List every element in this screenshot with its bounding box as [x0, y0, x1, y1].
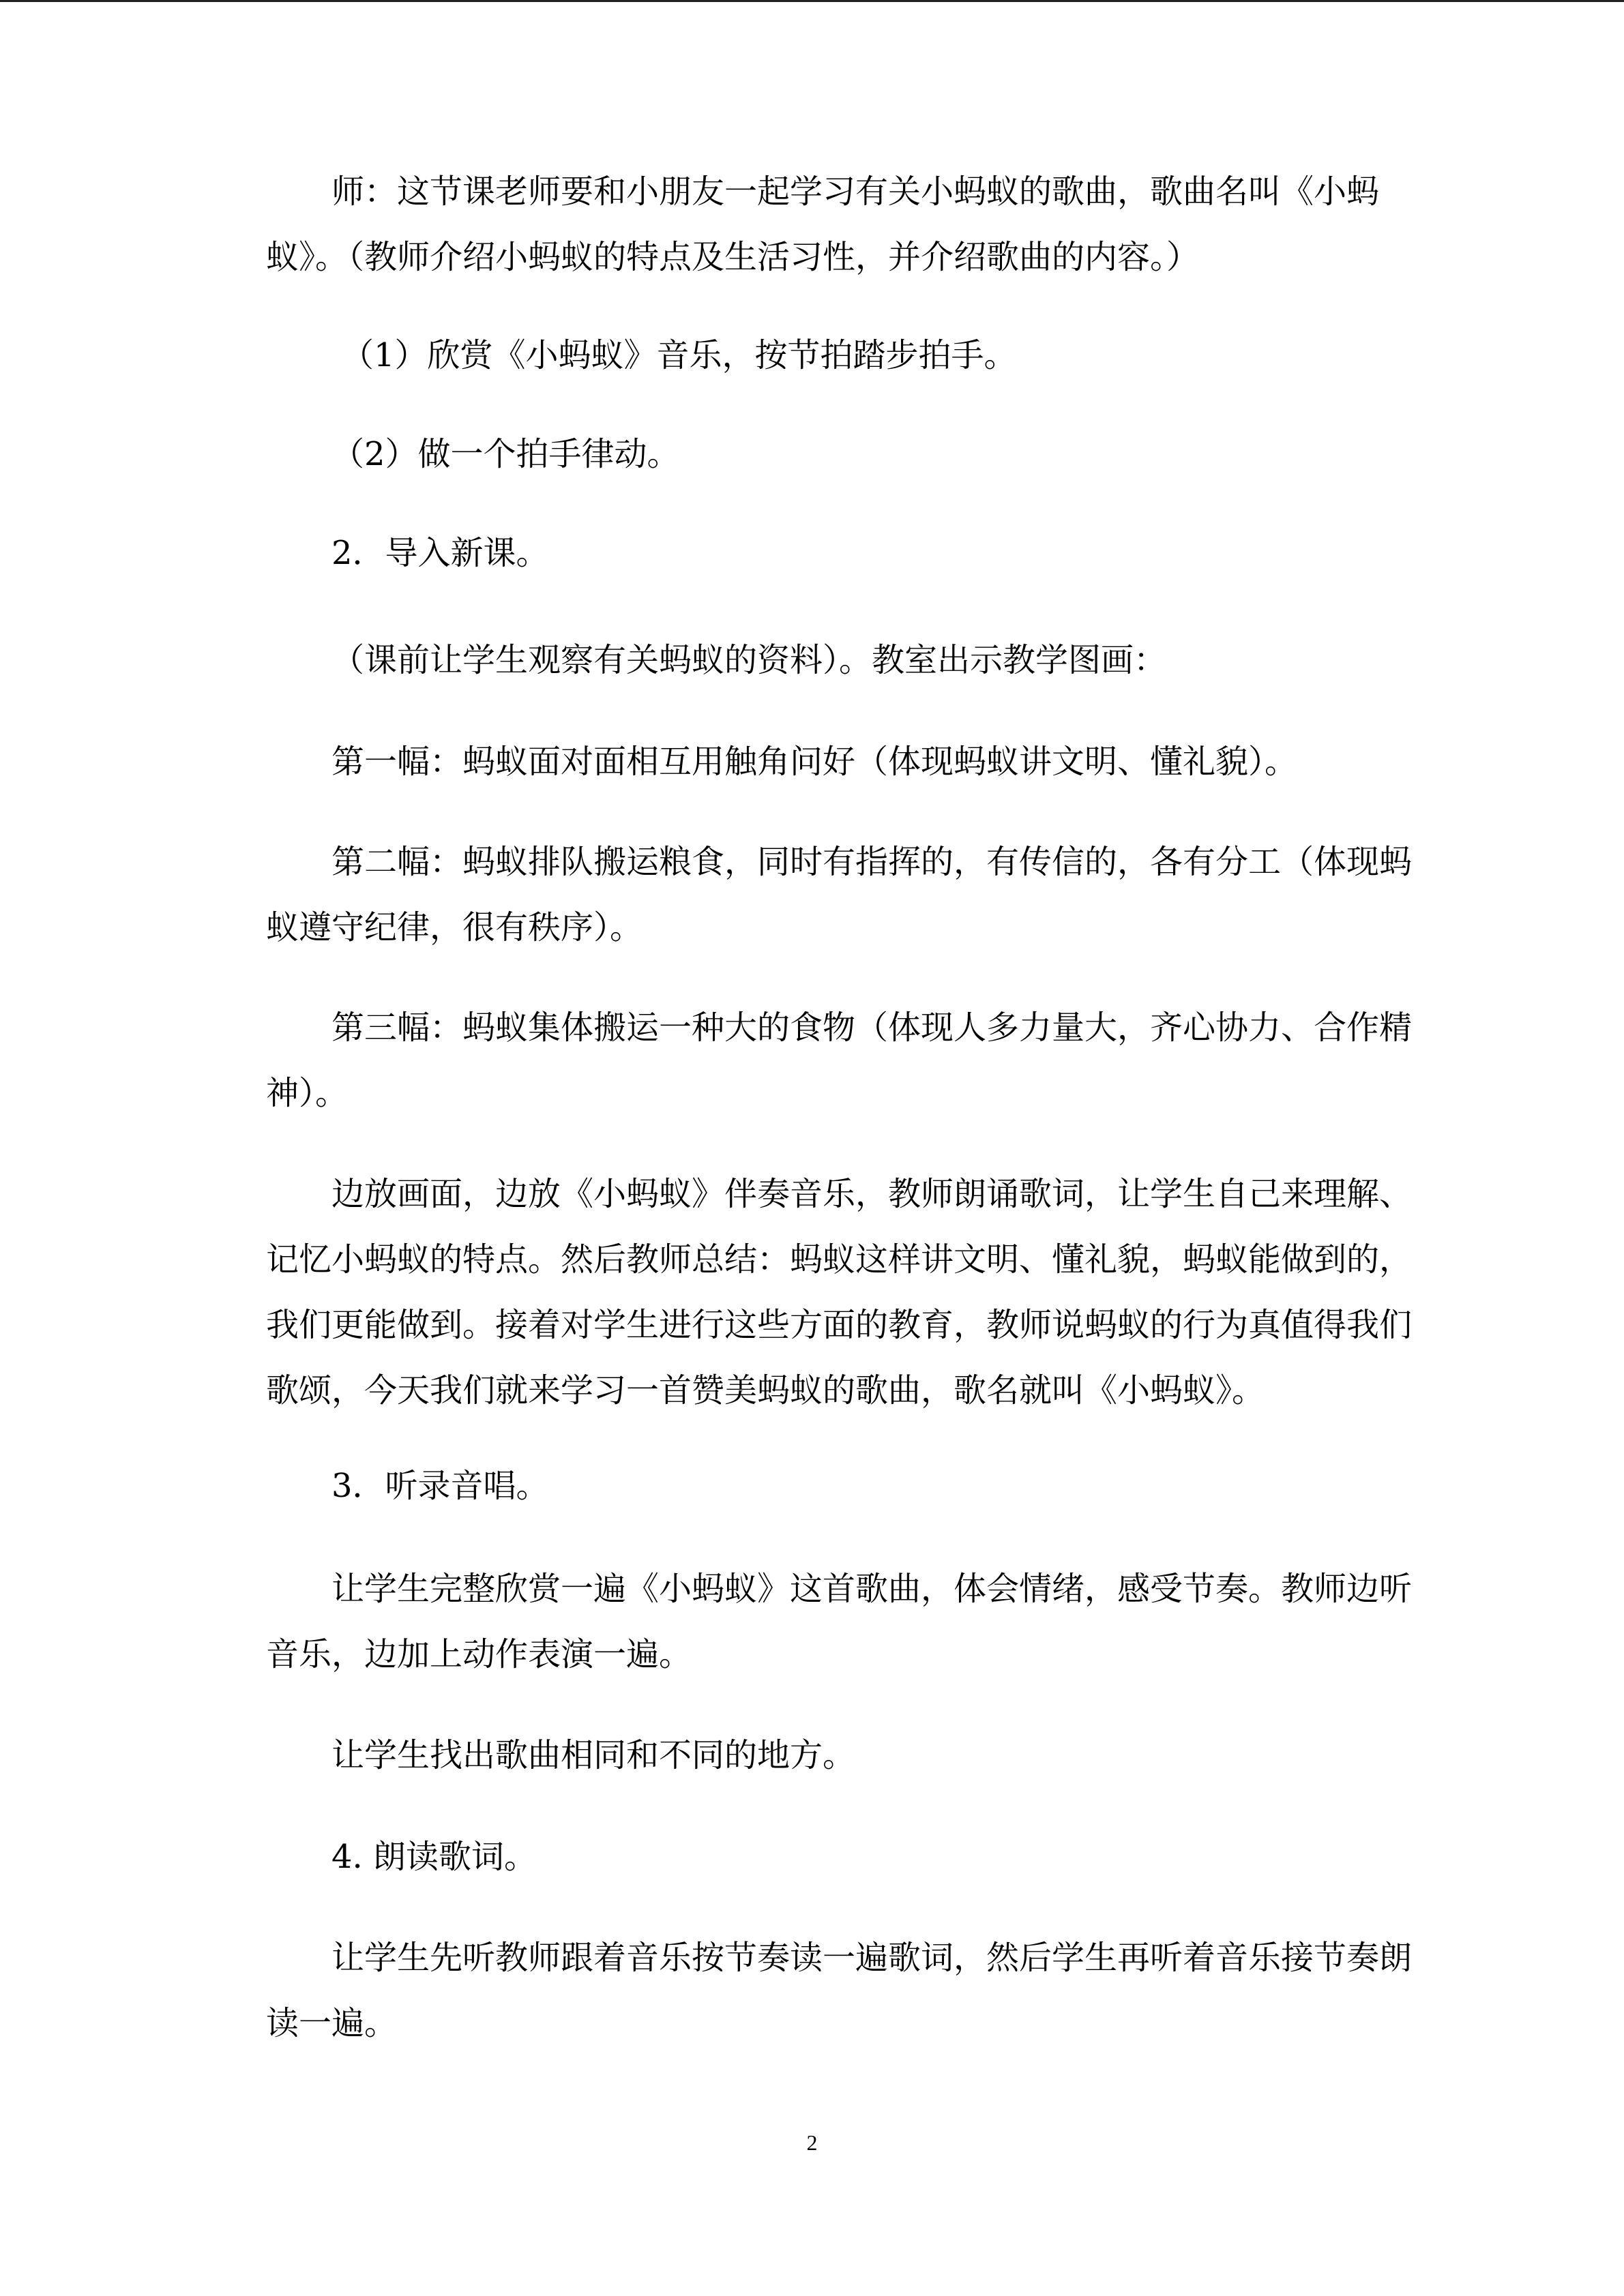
paragraph-picture-two: 第二幅：蚂蚁排队搬运粮食，同时有指挥的，有传信的，各有分工（体现蚂蚁遵守纪律，很有秩序）。 [266, 843, 1413, 946]
heading-import-new-lesson: 2．导入新课。 [331, 534, 549, 572]
paragraph-find-differences: 让学生找出歌曲相同和不同的地方。 [331, 1736, 856, 1774]
paragraph-picture-one: 第一幅：蚂蚁面对面相互用触角问好（体现蚂蚁讲文明、懂礼貌）。 [331, 743, 1298, 781]
paragraph-picture-three: 第三幅：蚂蚁集体搬运一种大的食物（体现人多力量大，齐心协力、合作精神）。 [266, 1009, 1413, 1112]
heading-listen-and-sing: 3．听录音唱。 [331, 1467, 549, 1505]
paragraph-step-2-rhythm: （2）做一个拍手律动。 [331, 435, 680, 473]
document-page [266, 0, 1419, 2296]
paragraph-step-1-appreciate: （1）欣赏《小蚂蚁》音乐，按节拍踏步拍手。 [341, 336, 1017, 374]
paragraph-full-listening: 让学生完整欣赏一遍《小蚂蚁》这首歌曲，体会情绪，感受节奏。教师边听音乐，边加上动作表演一遍。 [266, 1570, 1413, 1673]
paragraph-read-along: 让学生先听教师跟着音乐按节奏读一遍歌词，然后学生再听着音乐接节奏朗读一遍。 [266, 1939, 1413, 2042]
heading-read-lyrics: 4. 朗读歌词。 [331, 1838, 537, 1876]
page-number: 2 [806, 2130, 818, 2155]
paragraph-teacher-intro: 师：这节课老师要和小朋友一起学习有关小蚂蚁的歌曲，歌曲名叫《小蚂蚁》。（教师介绍小蚂蚁的特点及生活习性，并介绍歌曲的内容。） [266, 173, 1380, 276]
paragraph-pre-class-observation: （课前让学生观察有关蚂蚁的资料）。教室出示教学图画： [331, 641, 1167, 679]
paragraph-summary: 边放画面，边放《小蚂蚁》伴奏音乐，教师朗诵歌词，让学生自己来理解、记忆小蚂蚁的特点。然后教师总结：蚂蚁这样讲文明、懂礼貌，蚂蚁能做到的，我们更能做到。接着对学生进行这些方面的教育，教师说蚂蚁的行为真值得我们歌颂，今天我们就来学习一首赞美蚂蚁的歌曲，歌名就叫《小蚂蚁》。 [266, 1175, 1413, 1410]
